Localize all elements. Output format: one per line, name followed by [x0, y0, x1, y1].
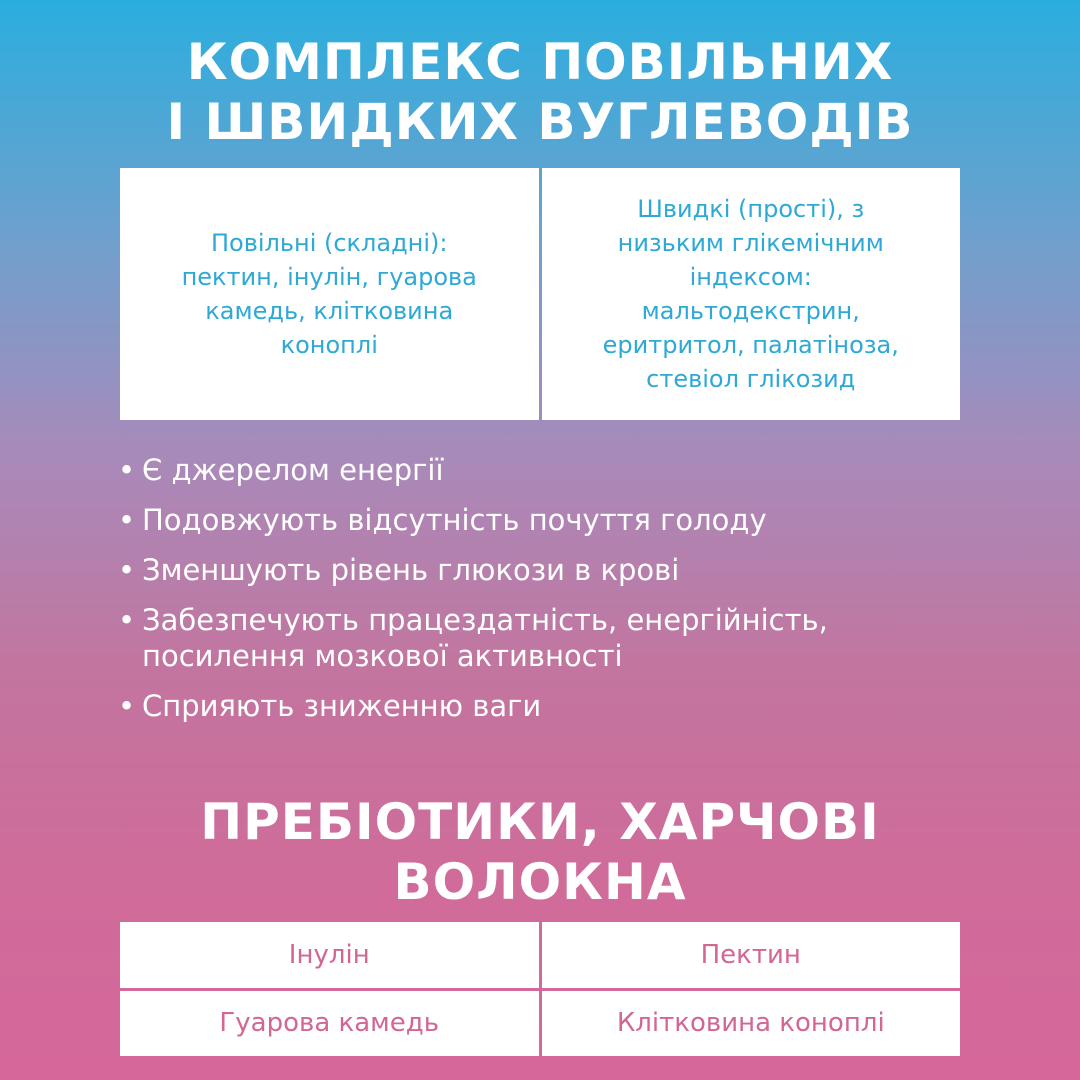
benefit-text [142, 552, 679, 588]
fast-carbs-line: Швидкі (прості), з [637, 195, 865, 223]
fast-carbs-line: стевіол глікозид [646, 365, 856, 393]
benefit-line: Подовжують відсутність почуття голоду [142, 503, 767, 537]
benefit-line: Зменшують рівень глюкози в крові [142, 553, 680, 587]
bullet-icon: • [118, 689, 136, 723]
carbs-heading-line-1: КОМПЛЕКС ПОВІЛЬНИХ [186, 33, 894, 91]
slow-carbs-line: камедь, клітковина [205, 297, 454, 325]
bullet-icon: • [118, 553, 136, 587]
benefit-text [142, 602, 828, 674]
fast-carbs-line: еритритол, палатіноза, [602, 331, 899, 359]
fiber-cell-guar-gum: Гуарова камедь [120, 991, 539, 1057]
fiber-cell-inulin: Інулін [120, 922, 539, 988]
benefit-item [118, 602, 978, 674]
slow-carbs-text [182, 226, 477, 362]
benefit-line: посилення мозкової активності [142, 639, 623, 673]
fiber-cell-pectin: Пектин [542, 922, 961, 988]
fast-carbs-text [603, 192, 899, 396]
fiber-cell-hemp-fiber: Клітковина коноплі [542, 991, 961, 1057]
bullet-icon: • [118, 503, 136, 537]
benefits-list [118, 452, 978, 738]
carbs-heading-line-2: І ШВИДКИХ ВУГЛЕВОДІВ [166, 93, 914, 151]
prebiotics-heading-line-2: ВОЛОКНА [393, 853, 687, 911]
bullet-icon: • [118, 453, 136, 487]
fast-carbs-cell [542, 168, 961, 420]
slow-carbs-line: коноплі [280, 331, 378, 359]
benefit-line: Є джерелом енергії [142, 453, 444, 487]
benefit-item [118, 552, 978, 588]
bullet-icon: • [118, 603, 136, 637]
prebiotics-heading-line-1: ПРЕБІОТИКИ, ХАРЧОВІ [200, 793, 880, 851]
fast-carbs-line: індексом: [689, 263, 812, 291]
benefit-text [142, 502, 767, 538]
benefit-item [118, 502, 978, 538]
carbs-table [120, 168, 960, 420]
slow-carbs-cell [120, 168, 539, 420]
benefit-item [118, 688, 978, 724]
benefit-item [118, 452, 978, 488]
fast-carbs-line: мальтодекстрин, [641, 297, 860, 325]
slow-carbs-line: пектин, інулін, гуарова [181, 263, 477, 291]
slow-carbs-line: Повільні (складні): [210, 229, 448, 257]
fiber-table [120, 922, 960, 1056]
benefit-text [142, 452, 444, 488]
carbs-heading [0, 32, 1080, 152]
benefit-line: Сприяють зниженню ваги [142, 689, 542, 723]
benefit-text [142, 688, 541, 724]
benefit-line: Забезпечують працездатність, енергійність, [142, 603, 828, 637]
fast-carbs-line: низьким глікемічним [617, 229, 884, 257]
prebiotics-heading [0, 792, 1080, 912]
